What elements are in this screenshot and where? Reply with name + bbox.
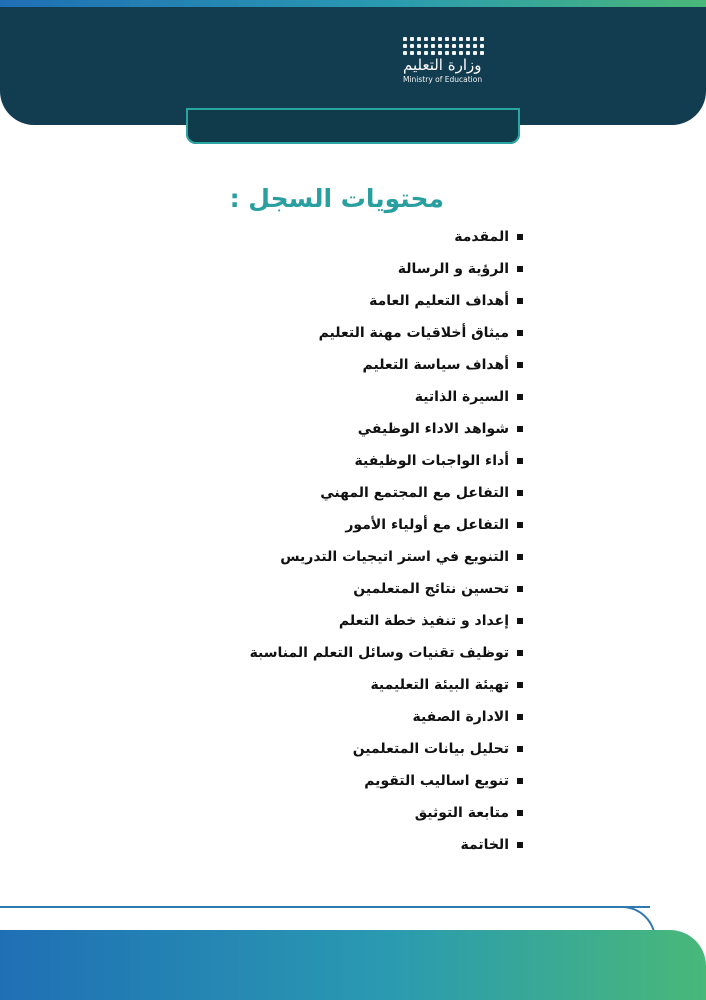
bullet-icon (517, 362, 523, 368)
list-item (363, 355, 523, 375)
bullet-icon (517, 522, 523, 528)
list-item (319, 323, 523, 343)
bullet-icon (517, 266, 523, 272)
list-item (339, 611, 523, 631)
list-item (345, 515, 523, 535)
bullet-icon (517, 330, 523, 336)
page-title: محتويات السجل : (229, 184, 444, 213)
bullet-icon (517, 746, 523, 752)
list-item (369, 291, 523, 311)
list-item (355, 451, 523, 471)
list-item-label: تهيئة البيئة التعليمية (370, 677, 509, 693)
list-item (353, 579, 523, 599)
list-item-label: متابعة التوثيق (414, 805, 509, 821)
list-item-label: تحليل بيانات المتعلمين (352, 741, 509, 757)
list-item (280, 547, 523, 567)
logo-arabic-name: وزارة التعليم (403, 56, 482, 74)
list-item (353, 739, 523, 759)
list-item (364, 771, 523, 791)
bullet-icon (517, 618, 523, 624)
bullet-icon (517, 650, 523, 656)
bullet-icon (517, 458, 523, 464)
list-item-label: الرؤية و الرسالة (397, 261, 509, 277)
ministry-logo (403, 37, 499, 93)
list-item (250, 643, 523, 663)
bottom-divider-line (0, 906, 650, 908)
bullet-icon (517, 810, 523, 816)
list-item-label: الخاتمة (460, 837, 509, 853)
bullet-icon (517, 842, 523, 848)
bullet-icon (517, 490, 523, 496)
list-item (358, 419, 523, 439)
logo-english-name: Ministry of Education (403, 75, 483, 84)
list-item-label: المقدمة (454, 229, 509, 245)
list-item-label: أهداف سياسة التعليم (362, 357, 509, 373)
list-item-label: التفاعل مع المجتمع المهني (320, 485, 509, 501)
list-item-label: تحسين نتائج المتعلمين (353, 581, 509, 597)
bullet-icon (517, 394, 523, 400)
list-item-label: توظيف تقنيات وسائل التعلم المناسبة (249, 645, 509, 661)
bullet-icon (517, 778, 523, 784)
list-item (320, 483, 523, 503)
list-item-label: التفاعل مع أولياء الأمور (345, 517, 509, 533)
list-item (370, 675, 523, 695)
list-item-label: إعداد و تنفيذ خطة التعلم (338, 613, 509, 629)
list-item (460, 835, 523, 855)
bullet-icon (517, 426, 523, 432)
bullet-icon (517, 682, 523, 688)
list-item-label: أداء الواجبات الوظيفية (354, 453, 509, 469)
list-item (412, 707, 523, 727)
list-item-label: التنويع في استر اتيجيات التدريس (280, 549, 509, 565)
list-item-label: ميثاق أخلاقيات مهنة التعليم (318, 325, 509, 341)
bullet-icon (517, 298, 523, 304)
bullet-icon (517, 554, 523, 560)
header-tab (186, 108, 520, 144)
top-gradient-stripe (0, 0, 706, 7)
logo-dots-icon (403, 37, 487, 55)
list-item-label: السيرة الذاتية (414, 389, 509, 405)
list-item-label: الادارة الصفية (412, 709, 509, 725)
list-item (454, 227, 523, 247)
list-item-label: تنويع اساليب التقويم (364, 773, 509, 789)
bullet-icon (517, 714, 523, 720)
list-item (398, 259, 523, 279)
bottom-gradient-band (0, 930, 706, 1000)
list-item-label: أهداف التعليم العامة (369, 293, 509, 309)
bullet-icon (517, 234, 523, 240)
list-item-label: شواهد الاداء الوظيفي (357, 421, 509, 437)
list-item (415, 803, 523, 823)
list-item (415, 387, 523, 407)
bullet-icon (517, 586, 523, 592)
